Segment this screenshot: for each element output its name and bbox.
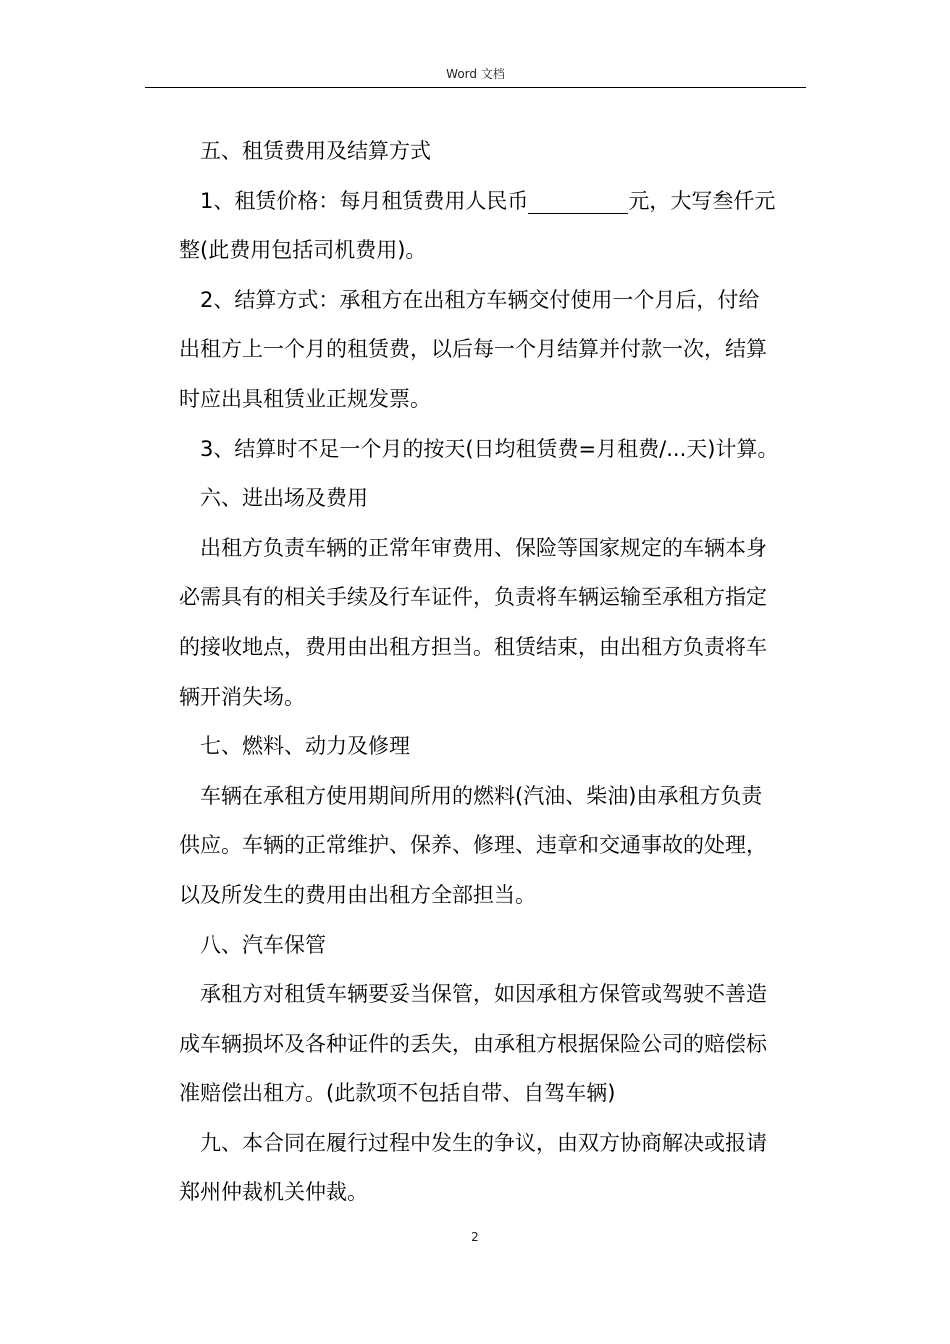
section-5-item-2-line-2: 出租方上一个月的租赁费，以后每一个月结算并付款一次，结算 [179, 337, 767, 362]
section-5-item-2-line-3: 时应出具租赁业正规发票。 [179, 386, 431, 411]
section-5-item-3: 3、结算时不足一个月的按天(日均租赁费=月租费/...天)计算。 [200, 436, 779, 461]
document-body [179, 127, 809, 1218]
section-8-line-1: 承租方对租赁车辆要妥当保管，如因承租方保管或驾驶不善造 [200, 982, 767, 1007]
section-5-item-2-line-1: 2、结算方式：承租方在出租方车辆交付使用一个月后，付给 [200, 287, 760, 312]
section-5-item-1-line-1 [179, 177, 809, 227]
section-7-line-3: 以及所发生的费用由出租方全部担当。 [179, 882, 536, 907]
price-capital: 元，大写叁仟元 [628, 188, 776, 213]
section-6-heading: 六、进出场及费用 [200, 486, 368, 511]
section-6-line-1: 出租方负责车辆的正常年审费用、保险等国家规定的车辆本身 [200, 535, 767, 560]
section-8-line-3: 准赔偿出租方。(此款项不包括自带、自驾车辆) [179, 1081, 616, 1106]
section-5-heading: 五、租赁费用及结算方式 [200, 139, 431, 163]
section-6-line-2: 必需具有的相关手续及行车证件，负责将车辆运输至承租方指定 [179, 585, 767, 610]
section-7-line-1: 车辆在承租方使用期间所用的燃料(汽油、柴油)由承租方负责 [200, 783, 763, 808]
section-6-line-4: 辆开消失场。 [179, 684, 305, 709]
page-number: 2 [471, 1230, 479, 1244]
section-5-item-1-line-2: 整(此费用包括司机费用)。 [179, 238, 427, 263]
section-8-heading: 八、汽车保管 [200, 932, 326, 957]
section-7-line-2: 供应。车辆的正常维护、保养、修理、违章和交通事故的处理， [179, 833, 767, 858]
price-blank [528, 192, 628, 214]
section-8-line-2: 成车辆损坏及各种证件的丢失，由承租方根据保险公司的赔偿标 [179, 1031, 767, 1056]
price-label: 1、租赁价格：每月租赁费用人民币 [200, 188, 529, 213]
page-header: Word 文档 [446, 67, 505, 81]
section-9-line-2: 郑州仲裁机关仲裁。 [179, 1180, 368, 1205]
section-6-line-3: 的接收地点，费用由出租方担当。租赁结束，由出租方负责将车 [179, 634, 767, 659]
section-7-heading: 七、燃料、动力及修理 [200, 734, 410, 759]
header-rule [145, 87, 806, 88]
section-9-line-1: 九、本合同在履行过程中发生的争议，由双方协商解决或报请 [200, 1130, 767, 1155]
